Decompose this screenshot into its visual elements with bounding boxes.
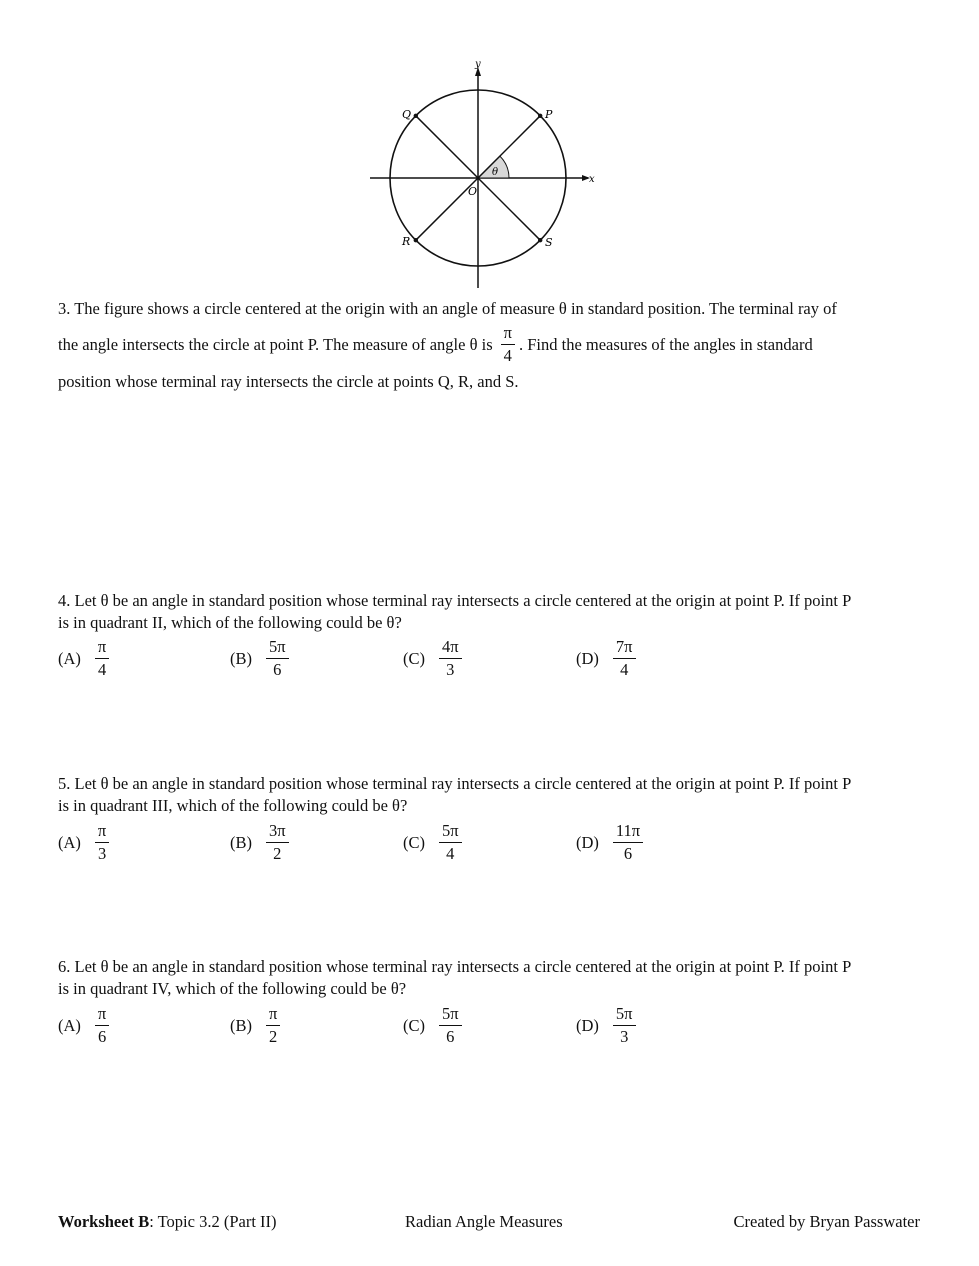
point-p <box>538 114 542 118</box>
choice-label: (D) <box>576 648 599 668</box>
choice-numerator: 5π <box>439 1003 462 1026</box>
choice-label: (A) <box>58 1015 81 1035</box>
choice-label: (A) <box>58 832 81 852</box>
question-4-choice-c[interactable] <box>403 636 466 681</box>
question-4-choice-d[interactable] <box>576 636 640 681</box>
question-3-line-2a: the angle intersects the circle at point P. The measure of angle θ is <box>58 334 493 354</box>
question-3-line-2b: . Find the measures of the angles in standard <box>518 334 813 354</box>
origin-label: O <box>468 185 478 198</box>
choice-denominator: 3 <box>446 660 455 679</box>
choice-numerator: 5π <box>439 820 462 843</box>
footer-worksheet-label: Worksheet B <box>58 1212 150 1231</box>
point-r-label: R <box>402 235 411 248</box>
choice-numerator: 5π <box>266 636 289 659</box>
choice-numerator: 3π <box>266 820 289 843</box>
question-4-choice-a[interactable] <box>58 636 113 681</box>
choice-label: (B) <box>230 832 252 852</box>
choice-denominator: 6 <box>623 844 633 863</box>
footer-topic: : Topic 3.2 (Part II) <box>149 1212 277 1231</box>
question-6-choice-c[interactable] <box>403 1003 466 1048</box>
question-6-line-2: is in quadrant IV, which of the following could be θ? <box>58 979 407 998</box>
question-4-line-2: is in quadrant II, which of the following could be θ? <box>58 613 402 632</box>
question-3-fraction <box>501 322 515 367</box>
footer-right: Created by Bryan Passwater <box>733 1212 920 1231</box>
point-s-label: S <box>545 236 553 249</box>
choice-denominator: 4 <box>97 660 107 679</box>
choice-label: (C) <box>403 1015 425 1035</box>
choice-denominator: 2 <box>269 1027 278 1046</box>
choice-denominator: 2 <box>273 844 282 863</box>
point-q-label: Q <box>402 108 412 121</box>
unit-circle-figure <box>360 55 610 295</box>
question-5-choice-b[interactable] <box>230 820 293 865</box>
question-5-choice-a[interactable] <box>58 820 113 865</box>
choice-numerator: 4π <box>439 636 462 659</box>
footer-left <box>58 1212 277 1232</box>
question-3-line-1: 3. The figure shows a circle centered at the origin with an angle of measure θ in standard position. The terminal ray of <box>58 299 837 318</box>
choice-denominator: 3 <box>620 1027 629 1046</box>
choice-numerator: π <box>95 636 109 659</box>
choice-denominator: 4 <box>620 660 629 679</box>
choice-numerator: π <box>266 1003 280 1026</box>
choice-label: (A) <box>58 648 81 668</box>
question-6-choice-d[interactable] <box>576 1003 640 1048</box>
choice-numerator: π <box>95 1003 109 1026</box>
point-r <box>414 238 418 242</box>
question-4-choice-b[interactable] <box>230 636 293 681</box>
question-5-choice-d[interactable] <box>576 820 647 865</box>
question-5-line-2: is in quadrant III, which of the following could be θ? <box>58 796 408 815</box>
choice-denominator: 3 <box>97 844 107 863</box>
question-3-line-3: position whose terminal ray intersects the circle at points Q, R, and S. <box>58 372 519 391</box>
question-6-choice-b[interactable] <box>230 1003 284 1048</box>
choice-label: (D) <box>576 832 599 852</box>
fraction-numerator: π <box>501 322 515 345</box>
y-axis-label: y <box>475 59 481 70</box>
question-5-line-1: 5. Let θ be an angle in standard position whose terminal ray intersects a circle centered at the origin at point P. If point P <box>58 774 852 793</box>
choice-numerator: 7π <box>613 636 636 659</box>
choice-denominator: 6 <box>446 1027 455 1046</box>
choice-label: (C) <box>403 648 425 668</box>
choice-denominator: 6 <box>97 1027 107 1046</box>
angle-label: θ <box>492 167 499 178</box>
choice-numerator: π <box>95 820 109 843</box>
point-s <box>538 238 542 242</box>
choice-denominator: 6 <box>273 660 282 679</box>
x-axis-label: x <box>589 174 595 185</box>
question-3-line-2 <box>58 322 813 367</box>
question-4-line-1: 4. Let θ be an angle in standard position whose terminal ray intersects a circle centered at the origin at point P. If point P <box>58 591 852 610</box>
choice-label: (B) <box>230 1015 252 1035</box>
fraction-denominator: 4 <box>503 346 512 365</box>
choice-denominator: 4 <box>446 844 455 863</box>
choice-label: (D) <box>576 1015 599 1035</box>
choice-label: (B) <box>230 648 252 668</box>
choice-label: (C) <box>403 832 425 852</box>
footer-center: Radian Angle Measures <box>405 1212 563 1231</box>
point-p-label: P <box>545 108 553 121</box>
point-q <box>414 114 418 118</box>
choice-numerator: 11π <box>613 820 643 843</box>
choice-numerator: 5π <box>613 1003 636 1026</box>
question-5-choice-c[interactable] <box>403 820 466 865</box>
question-6-choice-a[interactable] <box>58 1003 113 1048</box>
question-6-line-1: 6. Let θ be an angle in standard position whose terminal ray intersects a circle centered at the origin at point P. If point P <box>58 957 852 976</box>
